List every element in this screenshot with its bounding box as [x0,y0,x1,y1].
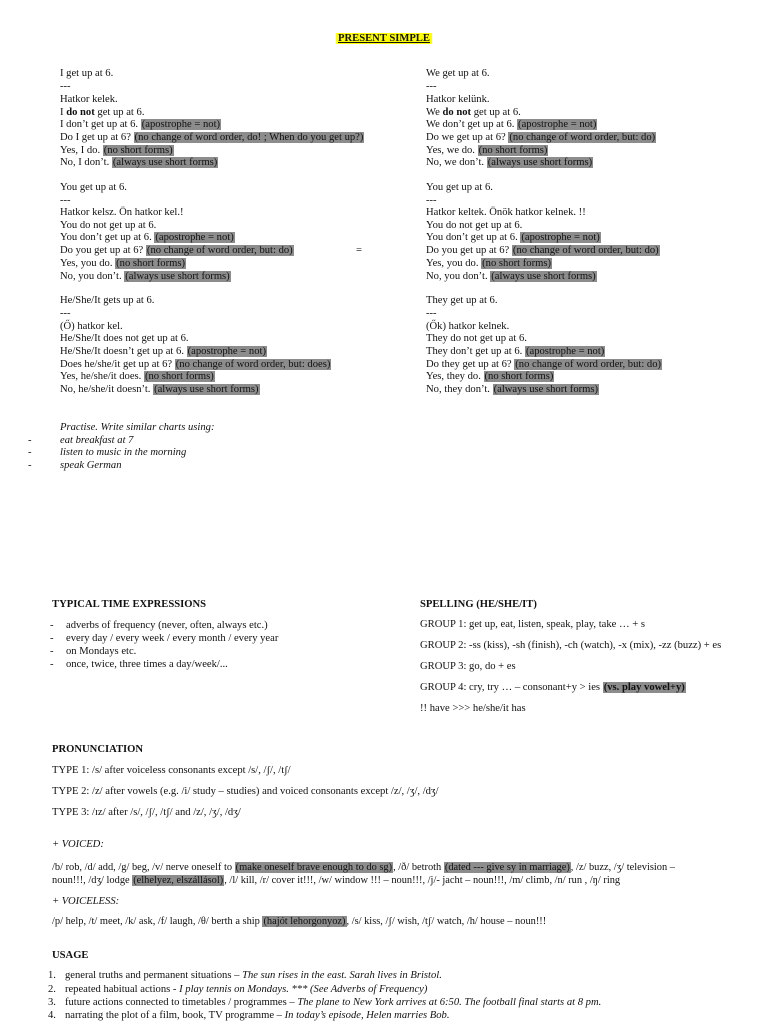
text: Do we get up at 6? [426,132,509,143]
highlight-note: (no change of word order, but: do) [509,132,656,143]
text: future actions connected to timetables / programmes – [64,997,298,1008]
highlight-note: (elhelyez, elszállásol) [133,875,224,886]
text: Yes, he/she/it does. [60,371,144,382]
highlight-note: (no change of word order, but: does) [175,359,331,370]
highlight-note: (no change of word order, do! ; When do you get up?) [134,132,364,143]
line [426,118,597,131]
highlight-note: (no short forms) [103,145,173,156]
page-title: PRESENT SIMPLE [338,33,430,44]
text: No, they don’t. [426,384,493,395]
line [60,118,221,131]
dash: - [50,620,54,631]
line: Hatkor kelsz. Ön hatkor kel.! [60,207,184,218]
text: narrating the plot of a film, book, TV programme – [64,1010,285,1021]
line [426,244,660,257]
line: You do not get up at 6. [60,220,157,231]
text: You don’t get up at 6. [426,232,521,243]
text: Yes, I do. [60,145,103,156]
line [60,345,267,358]
text: every day / every week / every month / every year [66,633,279,644]
line: He/She/It gets up at 6. [60,295,155,306]
highlight-note: (always use short forms) [154,384,259,395]
highlight-note: (apostrophe = not) [525,346,605,357]
number: 4. [48,1010,56,1021]
practise-item [28,459,122,472]
text: listen to music in the morning [60,447,187,458]
line: --- [426,308,437,319]
line [426,270,597,283]
highlight-note: (no short forms) [482,258,552,269]
text: repeated habitual actions - [64,984,180,995]
text: No, I don’t. [60,157,112,168]
dash: - [28,435,32,446]
highlight-note: (apostrophe = not) [521,232,600,243]
line [426,370,554,383]
number: 1. [48,970,56,981]
dash: - [50,659,54,670]
list-item [50,619,268,632]
example: The sun rises in the east. Sarah lives in Bristol. [242,970,442,981]
line: Hatkor kelünk. [426,94,490,105]
text: , /l/ kill, /r/ cover it!!!, /w/ window !!! – noun!!!, /j/- jacht – noun!!!, /m/ climb, /n/ run , /ŋ/ ring [224,875,621,886]
highlight-note: (no short forms) [478,145,548,156]
highlight-note: (always use short forms) [493,384,599,395]
line: They do not get up at 6. [426,333,527,344]
line: You get up at 6. [426,182,493,193]
highlight-note: (always use short forms) [125,271,230,282]
highlight-note: (always use short forms) [487,157,593,168]
list-item [50,645,137,658]
line: They get up at 6. [426,295,498,306]
text: You don’t get up at 6. [60,232,155,243]
list-item [50,632,279,645]
line: He/She/It does not get up at 6. [60,333,189,344]
text: /p/ help, /t/ meet, /k/ ask, /f/ laugh, /θ/ berth a ship [52,916,263,927]
usage-item [48,969,442,982]
line: --- [426,81,437,92]
line [60,244,294,257]
line [426,131,656,144]
line: --- [60,308,71,319]
text: on Mondays etc. [66,646,137,657]
dash: - [28,447,32,458]
spelling-group-2: GROUP 2: -ss (kiss), -sh (finish), -ch (watch), -x (mix), -zz (buzz) + es [420,640,722,651]
highlight-note: (apostrophe = not) [518,119,597,130]
example: In today’s episode, Helen marries Bob. [284,1010,450,1021]
line: --- [426,195,437,206]
voiceless-label: + VOICELESS: [52,896,120,907]
line: We get up at 6. [426,68,490,79]
pronunciation-type-1: TYPE 1: /s/ after voiceless consonants except /s/, /ʃ/, /tʃ/ [52,765,291,776]
text: We don’t get up at 6. [426,119,518,130]
spelling-group-1: GROUP 1: get up, eat, listen, speak, play, take … + s [420,619,645,630]
spelling-have: !! have >>> he/she/it has [420,703,526,714]
line: (Ők) hatkor kelnek. [426,321,510,332]
text: speak German [60,460,122,471]
text: adverbs of frequency (never, often, always etc.) [66,620,268,631]
highlight-note: (no change of word order, but: do) [146,245,293,256]
text: once, twice, three times a day/week/... [66,659,228,670]
text: , /ð/ betroth [393,862,444,873]
text: Do I get up at 6? [60,132,134,143]
line: I do not get up at 6. [60,107,145,118]
practise-item [28,446,187,459]
text: No, you don’t. [60,271,125,282]
highlight-note: (no change of word order, but: do) [515,359,662,370]
text: No, we don’t. [426,157,487,168]
line [60,370,215,383]
example: I play tennis on Mondays. *** (See Adverbs of Frequency) [179,984,428,995]
line: --- [60,81,71,92]
usage-item [48,1009,450,1022]
dash: - [50,646,54,657]
text: GROUP 4: cry, try … – consonant+y > ies [420,682,603,693]
text: No, he/she/it doesn’t. [60,384,154,395]
practise-intro: Practise. Write similar charts using: [60,422,215,433]
text: They don’t get up at 6. [426,346,525,357]
text: Do they get up at 6? [426,359,515,370]
line: We do not get up at 6. [426,107,521,118]
line [426,345,605,358]
line [426,383,599,396]
text: No, you don’t. [426,271,491,282]
time-expressions-heading: TYPICAL TIME EXPRESSIONS [52,599,207,610]
dash: - [28,460,32,471]
highlight-note: (hajót lehorgonyoz) [263,916,346,927]
list-item [50,658,228,671]
text: I don’t get up at 6. [60,119,141,130]
text: Do you get up at 6? [426,245,512,256]
pronunciation-type-3: TYPE 3: /ɪz/ after /s/, /ʃ/, /tʃ/ and /z/, /ʒ/, /dʒ/ [52,807,241,818]
highlight-note: (no short forms) [144,371,214,382]
spelling-group-4 [420,681,686,694]
text: Yes, they do. [426,371,484,382]
text: noun!!!, /dʒ/ lodge [52,875,133,886]
line: I get up at 6. [60,68,114,79]
highlight-note: (no short forms) [116,258,186,269]
highlight-note: (dated --- give sy in marriage) [444,862,570,873]
number: 2. [48,984,56,995]
highlight-note: (always use short forms) [491,271,596,282]
line [60,131,364,144]
text: , /s/ kiss, /ʃ/ wish, /tʃ/ watch, /h/ house – noun!!! [346,916,547,927]
equals-sign: = [356,245,362,256]
text: eat breakfast at 7 [60,435,134,446]
spelling-heading: SPELLING (HE/SHE/IT) [420,599,537,610]
line [60,270,231,283]
voiceless-line [52,915,546,928]
usage-item [48,983,427,996]
text: Yes, you do. [426,258,482,269]
line: --- [60,195,71,206]
number: 3. [48,997,56,1008]
highlight-note: (make oneself brave enough to do sg) [235,862,393,873]
usage-item [48,996,601,1009]
highlight-note: (always use short forms) [112,157,218,168]
example: The plane to New York arrives at 6:50. The football final starts at 8 pm. [297,997,602,1008]
pronunciation-heading: PRONUNCIATION [52,744,144,755]
text: Yes, you do. [60,258,116,269]
line [426,156,593,169]
line [60,156,218,169]
text: general truths and permanent situations – [64,970,243,981]
line [426,231,601,244]
line: Hatkor keltek. Önök hatkor kelnek. !! [426,207,586,218]
highlight-note: (no short forms) [484,371,554,382]
line [60,257,186,270]
dash: - [50,633,54,644]
usage-heading: USAGE [52,950,89,961]
text: Yes, we do. [426,145,478,156]
line: (Ő) hatkor kel. [60,321,123,332]
line [60,383,260,396]
line [60,231,235,244]
highlight-note: (apostrophe = not) [155,232,234,243]
highlight-note: (vs. play vowel+y) [603,682,685,693]
highlight-note: (no change of word order, but: do) [512,245,659,256]
highlight-note: (apostrophe = not) [187,346,266,357]
line: You do not get up at 6. [426,220,523,231]
voiced-line-2 [52,874,620,887]
line: You get up at 6. [60,182,127,193]
text: /b/ rob, /d/ add, /g/ beg, /v/ nerve oneself to [52,862,235,873]
text: Does he/she/it get up at 6? [60,359,175,370]
text: He/She/It doesn’t get up at 6. [60,346,187,357]
voiced-label: + VOICED: [52,839,104,850]
line: Hatkor kelek. [60,94,118,105]
text: , /z/ buzz, /ʒ/ television – [570,862,675,873]
voiced-line-1 [52,861,675,874]
text: Do you get up at 6? [60,245,146,256]
highlight-note: (apostrophe = not) [141,119,221,130]
line [426,257,552,270]
spelling-group-3: GROUP 3: go, do + es [420,661,516,672]
pronunciation-type-2: TYPE 2: /z/ after vowels (e.g. /i/ study – studies) and voiced consonants except /z/, /ʒ/, /dʒ/ [52,786,439,797]
